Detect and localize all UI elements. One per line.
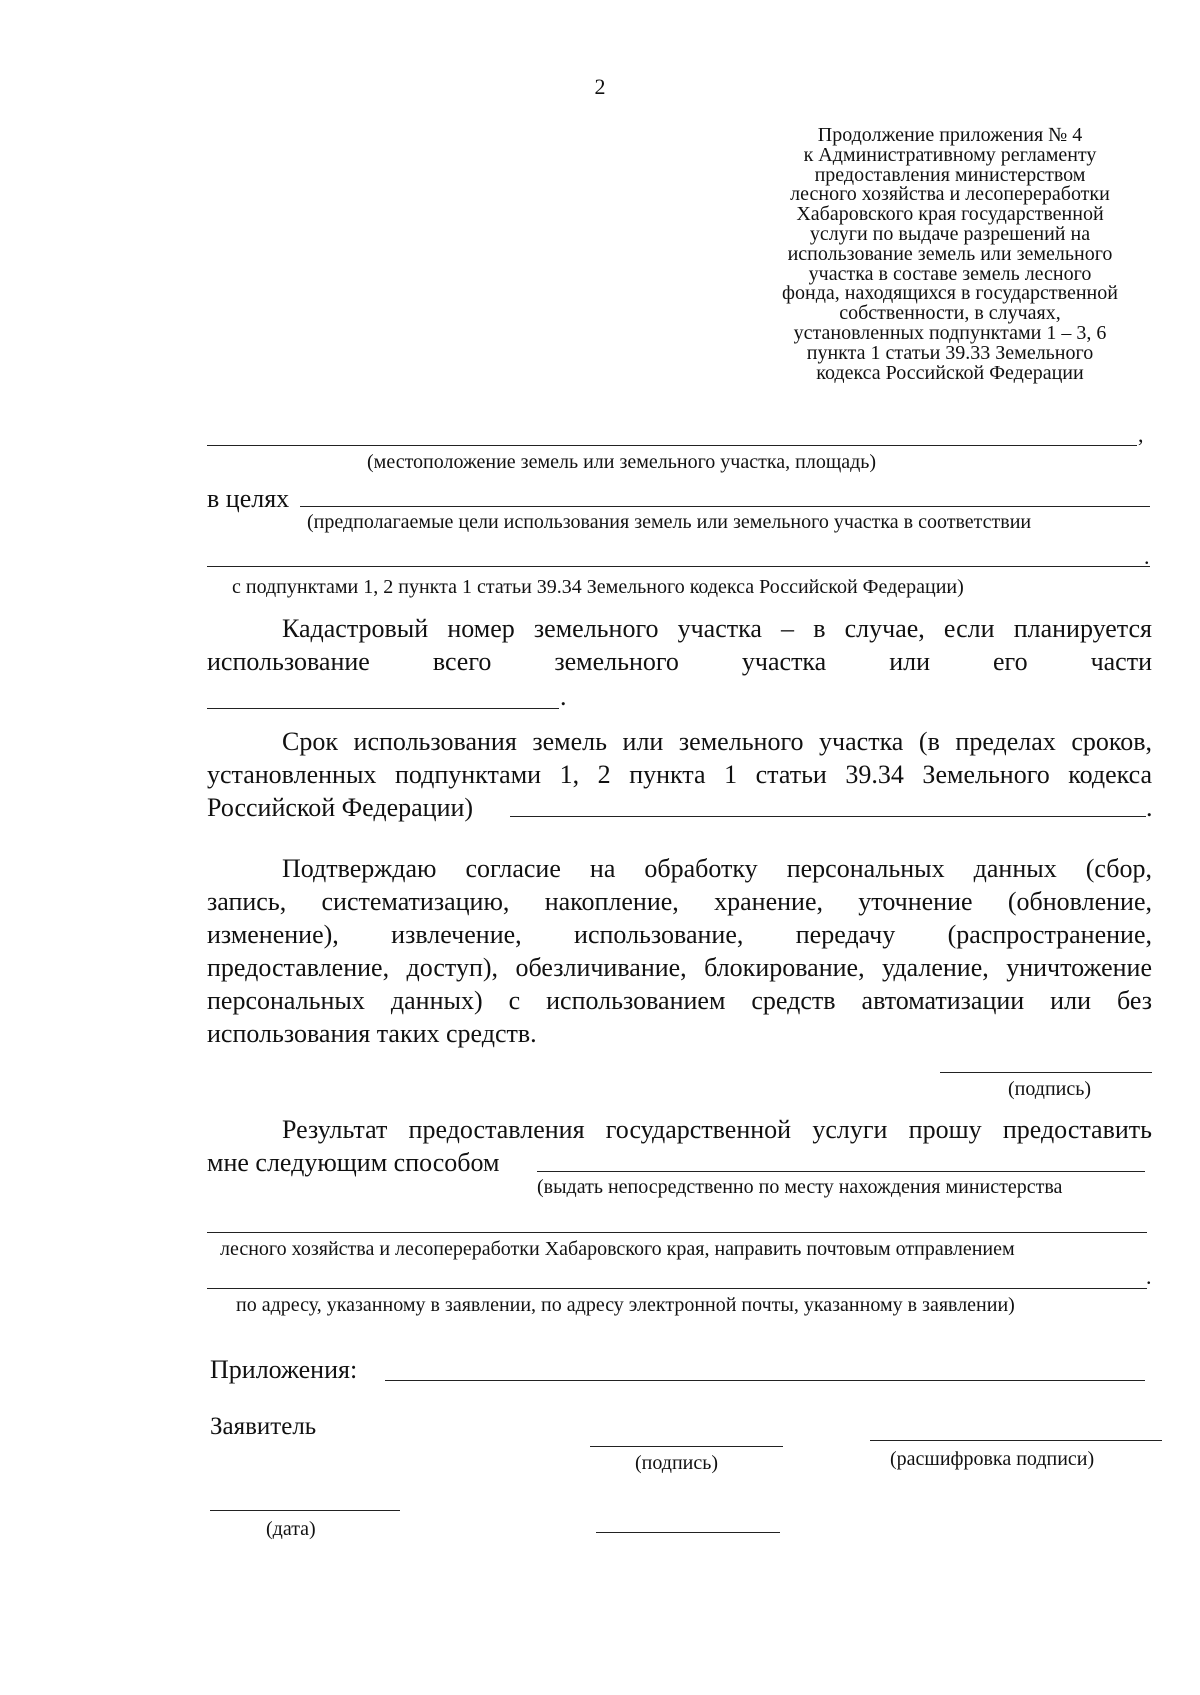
- result-line-2: мне следующим способом: [207, 1148, 500, 1177]
- purpose-field-2[interactable]: [207, 566, 1150, 567]
- term-line-2: установленных подпунктами 1, 2 пункта 1 статьи 39.34 Земельного кодекса: [207, 760, 1152, 789]
- appendix-header: [740, 126, 1160, 383]
- header-line: услуги по выдаче разрешений на: [809, 222, 1091, 245]
- purpose-caption-1: (предполагаемые цели использования земель или земельного участка в соответствии: [307, 511, 1032, 533]
- header-line: собственности, в случаях,: [839, 302, 1061, 325]
- cadastral-line-1: Кадастровый номер земельного участка – в случае, если планируется: [282, 614, 1152, 643]
- location-caption: (местоположение земель или земельного участка, площадь): [367, 451, 877, 473]
- cadastral-trailing-dot: .: [560, 682, 567, 711]
- header-line: участка в составе земель лесного: [808, 262, 1092, 285]
- consent-signature-caption: (подпись): [1008, 1078, 1092, 1100]
- header-line: кодекса Российской Федерации: [816, 361, 1084, 384]
- consent-line: персональных данных) с использованием средств автоматизации или без: [207, 986, 1152, 1015]
- result-method-field-2[interactable]: [207, 1232, 1147, 1233]
- page-number: 2: [594, 74, 606, 99]
- applicant-signature-caption: (подпись): [635, 1452, 719, 1474]
- cadastral-line-2: использование всего земельного участка или его части: [207, 647, 1152, 676]
- header-line: к Административному регламенту: [803, 143, 1097, 166]
- cadastral-number-field[interactable]: [207, 708, 559, 709]
- applicant-extra-line[interactable]: [596, 1532, 780, 1533]
- header-line: установленных подпунктами 1 – 3, 6: [793, 321, 1107, 344]
- header-line: лесного хозяйства и лесопереработки: [790, 183, 1110, 206]
- location-trailing-comma: ,: [1138, 422, 1144, 447]
- consent-line: предоставление, доступ), обезличивание, блокирование, удаление, уничтожение: [207, 953, 1152, 982]
- header-line: Продолжение приложения № 4: [817, 124, 1083, 146]
- consent-last-line: использования таких средств.: [207, 1019, 537, 1048]
- result-line-1: Результат предоставления государственной услуги прошу предоставить: [282, 1115, 1152, 1144]
- result-method-field-1[interactable]: [537, 1171, 1145, 1172]
- purpose-field-1[interactable]: [300, 506, 1150, 507]
- result-caption-3: по адресу, указанному в заявлении, по адресу электронной почты, указанному в заявлении): [236, 1294, 1015, 1316]
- applicant-label: Заявитель: [210, 1413, 317, 1440]
- applicant-decoding-field[interactable]: [870, 1440, 1162, 1441]
- purpose-caption-2: с подпунктами 1, 2 пункта 1 статьи 39.34 Земельного кодекса Российской Федерации): [232, 576, 964, 598]
- purpose-label: в целях: [207, 484, 290, 513]
- applicant-decoding-caption: (расшифровка подписи): [890, 1448, 1095, 1470]
- result-method-field-3[interactable]: [207, 1288, 1147, 1289]
- result-caption-1: (выдать непосредственно по месту нахождения министерства: [537, 1176, 1063, 1198]
- term-field[interactable]: [510, 816, 1146, 817]
- term-line-3: Российской Федерации): [207, 793, 474, 822]
- result-caption-2: лесного хозяйства и лесопереработки Хабаровского края, направить почтовым отправлением: [220, 1238, 1015, 1260]
- header-line: использование земель или земельного: [787, 242, 1113, 265]
- attachments-field[interactable]: [385, 1380, 1145, 1381]
- header-line: Хабаровского края государственной: [796, 203, 1104, 226]
- result-trailing-dot: .: [1146, 1264, 1152, 1289]
- term-trailing-dot: .: [1146, 793, 1153, 822]
- term-line-1: Срок использования земель или земельного участка (в пределах сроков,: [282, 727, 1152, 756]
- purpose-trailing-dot: .: [1144, 544, 1150, 569]
- applicant-date-caption: (дата): [266, 1518, 316, 1540]
- applicant-signature-field[interactable]: [590, 1446, 783, 1447]
- consent-line: изменение), извлечение, использование, передачу (распространение,: [207, 920, 1152, 949]
- location-field[interactable]: [207, 445, 1137, 446]
- consent-line: Подтверждаю согласие на обработку персональных данных (сбор,: [282, 854, 1152, 883]
- header-line: фонда, находящихся в государственной: [782, 282, 1118, 305]
- header-line: предоставления министерством: [814, 163, 1086, 186]
- attachments-label: Приложения:: [210, 1355, 358, 1384]
- consent-line: запись, систематизацию, накопление, хранение, уточнение (обновление,: [207, 887, 1152, 916]
- header-line: пункта 1 статьи 39.33 Земельного: [806, 341, 1094, 364]
- applicant-date-field[interactable]: [210, 1510, 400, 1511]
- consent-signature-field[interactable]: [940, 1072, 1152, 1073]
